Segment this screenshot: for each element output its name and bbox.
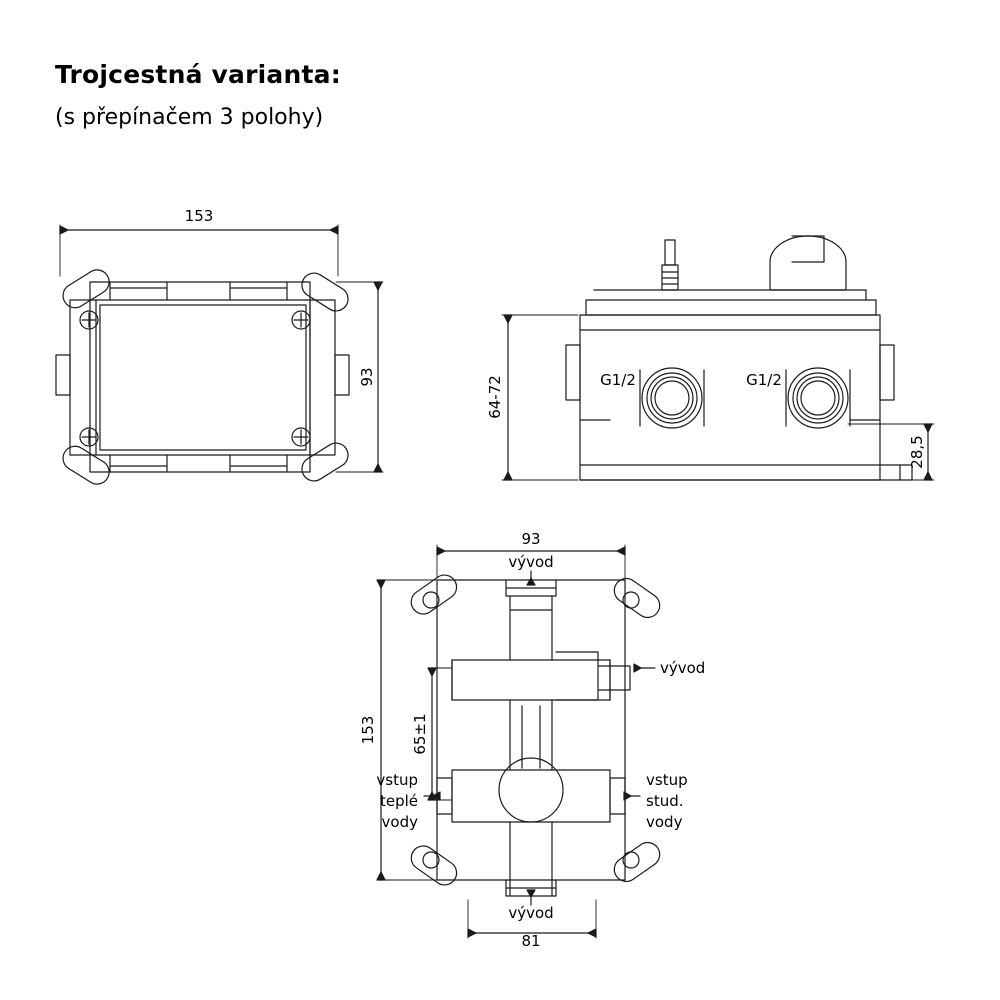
page-title: Trojcestná varianta:	[55, 60, 341, 89]
front-view-geometry	[56, 225, 383, 489]
port-label-left: G1/2	[600, 371, 636, 389]
callout-outlet-bottom: vývod	[508, 904, 554, 922]
dimension-top-width-81: 81	[521, 932, 541, 950]
callout-outlet-right: vývod	[660, 659, 706, 677]
port-label-right: G1/2	[746, 371, 782, 389]
dimension-top-height-153: 153	[359, 715, 377, 745]
callout-inlet-cold-line3: vody	[646, 813, 683, 831]
callout-inlet-cold-line1: vstup	[646, 771, 688, 789]
dimension-top-width-93: 93	[521, 530, 541, 548]
dimension-side-offset: 28,5	[908, 435, 926, 469]
page-subtitle: (s přepínačem 3 polohy)	[55, 105, 324, 130]
dimension-top-height-65: 65±1	[411, 713, 429, 755]
callout-inlet-hot-line1: vstup	[376, 771, 418, 789]
callout-inlet-cold-line2: stud.	[646, 792, 684, 810]
side-view-geometry	[502, 236, 934, 480]
dimension-front-height: 93	[358, 367, 376, 387]
dimension-side-depth: 64-72	[486, 375, 504, 419]
callout-inlet-hot-line2: teplé	[379, 792, 418, 810]
callout-inlet-hot-line3: vody	[381, 813, 418, 831]
dimension-front-width: 153	[184, 207, 214, 225]
callout-outlet-top: vývod	[508, 553, 554, 571]
